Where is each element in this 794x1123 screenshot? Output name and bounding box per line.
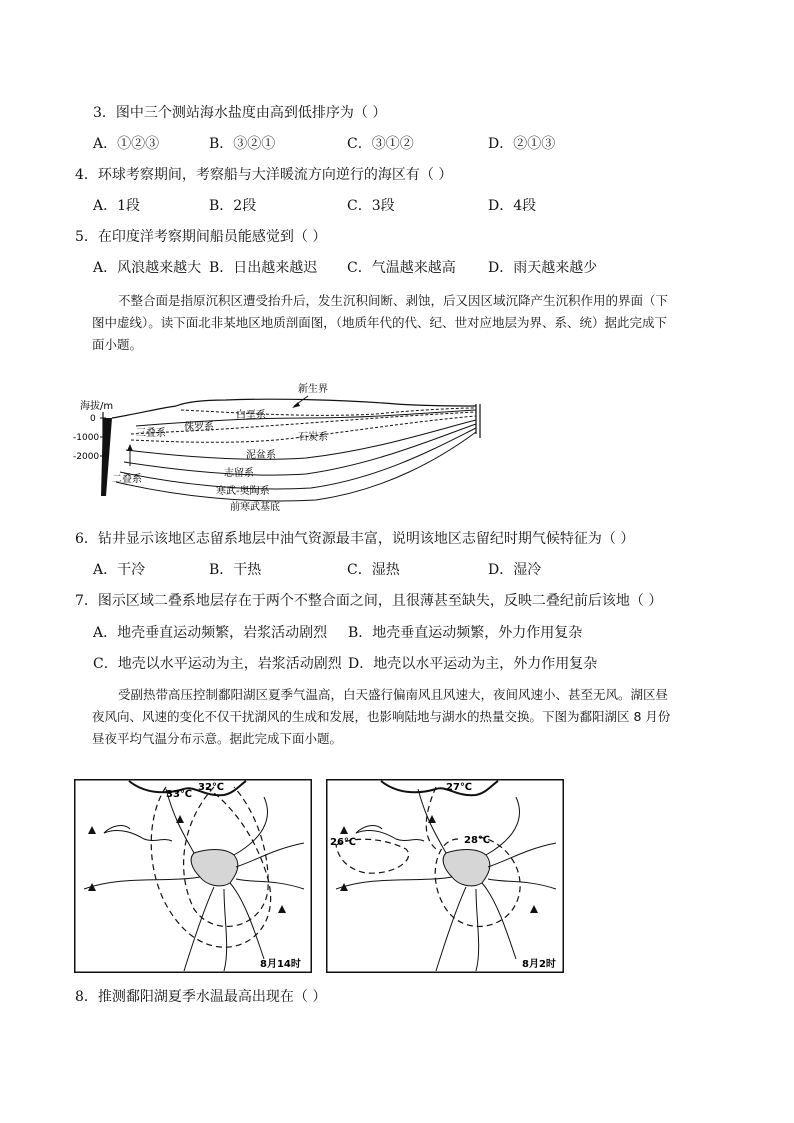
q3-option-b: B．③②① xyxy=(209,136,276,152)
label-carboniferous: 石炭系 xyxy=(298,432,328,443)
q7-option-c: C．地壳以水平运动为主，岩浆活动剧烈 xyxy=(93,656,342,672)
label-33c: 33℃ xyxy=(166,789,193,800)
label-28c: 28℃ xyxy=(464,835,491,846)
passage-2-line-3: 昼夜平均气温分布示意。据此完成下面小题。 xyxy=(92,731,343,746)
geologic-profile-figure xyxy=(73,378,496,518)
label-26c: 26℃ xyxy=(330,837,357,848)
q3-option-a: A．①②③ xyxy=(93,136,160,152)
q5-option-d: D．雨天越来越少 xyxy=(488,260,598,276)
map-2h xyxy=(326,779,564,973)
stratum-boundary-5 xyxy=(116,432,476,501)
passage-2-line-2: 夜风向、风速的变化不仅干扰湖风的生成和发展，也影响陆地与湖水的热量交换。下图为鄱阳湖区 8 月份 xyxy=(92,709,671,724)
q4-option-d: D．4段 xyxy=(488,198,537,214)
label-cenozoic: 新生界 xyxy=(298,384,328,395)
label-triassic: 三叠系 xyxy=(136,428,166,439)
passage-1-line-3: 面小题。 xyxy=(92,337,143,352)
q5-option-b: B．日出越来越迟 xyxy=(209,260,318,276)
label-precambrian-basement: 前寒武基底 xyxy=(230,502,280,513)
question-5-stem: 5．在印度洋考察期间船员能感觉到（ ） xyxy=(75,229,327,245)
label-cambrian-ordovician: 寒武-奥陶系 xyxy=(216,486,270,497)
profile-tick-2000: -2000 xyxy=(73,452,100,462)
question-8-stem: 8．推测鄱阳湖夏季水温最高出现在（ ） xyxy=(75,989,327,1005)
label-cretaceous: 白垩系 xyxy=(236,410,266,421)
profile-y-axis-label: 海拔/m xyxy=(80,401,114,412)
passage-unconformity xyxy=(92,290,712,356)
q4-option-a: A．1段 xyxy=(93,198,141,214)
q6-option-c: C．湿热 xyxy=(347,562,400,578)
label-32c: 32℃ xyxy=(198,782,225,793)
q4-option-b: B．2段 xyxy=(209,198,257,214)
q4-option-c: C．3段 xyxy=(347,198,395,214)
label-permian: 二叠系 xyxy=(112,474,142,485)
q6-option-a: A．干冷 xyxy=(93,562,146,578)
q7-option-a: A．地壳垂直运动频繁，岩浆活动剧烈 xyxy=(93,625,328,641)
passage-poyang-lake xyxy=(92,684,712,750)
question-7-stem: 7．图示区域二叠系地层存在于两个不整合面之间，且很薄甚至缺失，反映二叠纪前后该地（ ） xyxy=(75,593,663,609)
passage-1-line-1: 不整合面是指原沉积区遭受抬升后，发生沉积间断、剥蚀，后又因区域沉降产生沉积作用的界面（下 xyxy=(118,293,669,308)
q5-option-a: A．风浪越来越大 xyxy=(93,260,202,276)
label-27c: 27℃ xyxy=(446,782,473,793)
question-3-stem: 3．图中三个测站海水盐度由高到低排序为（ ） xyxy=(93,105,387,121)
label-silurian: 志留系 xyxy=(224,468,254,479)
profile-tick-0: 0 xyxy=(90,414,96,424)
q3-option-c: C．③①② xyxy=(347,136,414,152)
label-jurassic: 侏罗系 xyxy=(184,422,214,433)
q7-option-b: B．地壳垂直运动频繁，外力作用复杂 xyxy=(348,625,583,641)
question-4-stem: 4．环球考察期间，考察船与大洋暖流方向逆行的海区有（ ） xyxy=(75,167,453,183)
caption-14h: 8月14时 xyxy=(260,959,301,970)
caption-2h: 8月2时 xyxy=(522,959,556,970)
q7-option-d: D．地壳以水平运动为主，外力作用复杂 xyxy=(348,656,598,672)
passage-1-line-2: 图中虚线）。读下面北非某地区地质剖面图，（地质年代的代、纪、世对应地层为界、系、统）据此完成下 xyxy=(92,315,668,330)
q6-option-d: D．湿冷 xyxy=(488,562,542,578)
q6-option-b: B．干热 xyxy=(209,562,262,578)
profile-tick-1000: -1000 xyxy=(73,433,100,443)
label-devonian: 泥盆系 xyxy=(246,450,276,461)
map-14h xyxy=(74,779,312,973)
q3-option-d: D．②①③ xyxy=(488,136,556,152)
question-6-stem: 6．钻井显示该地区志留系地层中油气资源最丰富，说明该地区志留纪时期气候特征为（ ） xyxy=(75,531,635,547)
passage-2-line-1: 受副热带高压控制鄱阳湖区夏季气温高，白天盛行偏南风且风速大，夜间风速小、甚至无风。湖区昼 xyxy=(118,687,669,702)
q5-option-c: C．气温越来越高 xyxy=(347,260,456,276)
